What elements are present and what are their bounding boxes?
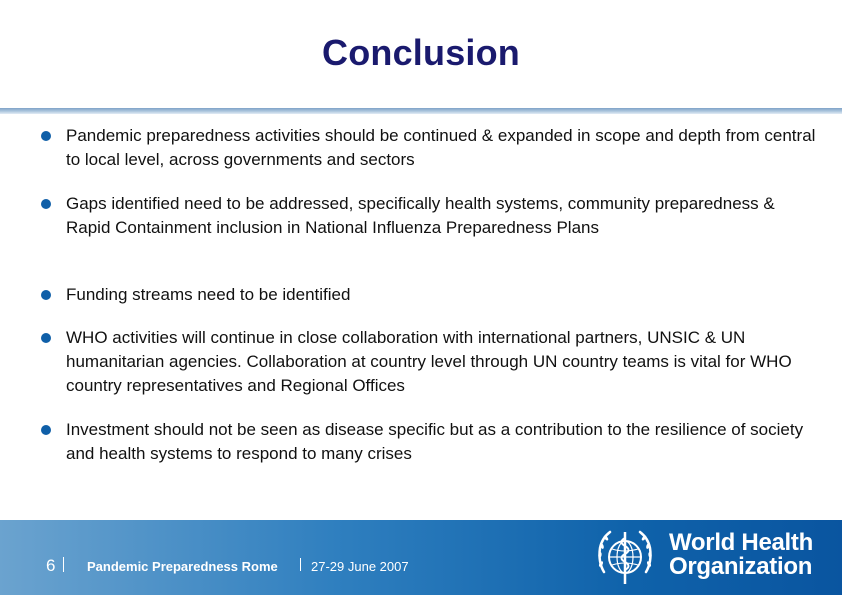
bullet-text: Pandemic preparedness activities should be continued & expanded in scope and depth from central to local level, across governments and sectors [66,126,816,169]
bullet-dot-icon [41,290,51,300]
bullet-dot-icon [41,199,51,209]
bullet-dot-icon [41,333,51,343]
who-logo-line1: World Health [669,529,813,556]
who-logo-text [669,531,813,579]
footer-separator [300,558,301,571]
footer-bar [0,520,842,595]
bullet-text: WHO activities will continue in close collaboration with international partners, UNSIC & UN humanitarian agencies. Collaboration at country level through UN country teams is vital for WHO country representatives and Regional Offices [66,328,792,395]
who-logo-line2: Organization [669,553,813,580]
bullet-item [40,124,820,172]
bullet-dot-icon [41,425,51,435]
bullet-item [40,192,820,240]
footer-date: 27-29 June 2007 [311,559,409,574]
who-emblem-icon [590,524,660,594]
footer-event: Pandemic Preparedness Rome [87,559,278,574]
footer-separator [63,557,64,572]
bullet-dot-icon [41,131,51,141]
bullet-item [40,326,820,398]
title-divider [0,108,842,114]
bullet-text: Investment should not be seen as disease specific but as a contribution to the resilience of society and health systems to respond to many crises [66,420,804,463]
bullet-item [40,418,820,466]
page-number: 6 [46,556,56,575]
bullet-text: Funding streams need to be identified [66,285,351,304]
bullet-text: Gaps identified need to be addressed, specifically health systems, community preparedness & Rapid Containment inclusion in National Influenza Preparedness Plans [66,194,775,237]
bullet-item [40,283,350,307]
slide-title: Conclusion [322,32,520,73]
